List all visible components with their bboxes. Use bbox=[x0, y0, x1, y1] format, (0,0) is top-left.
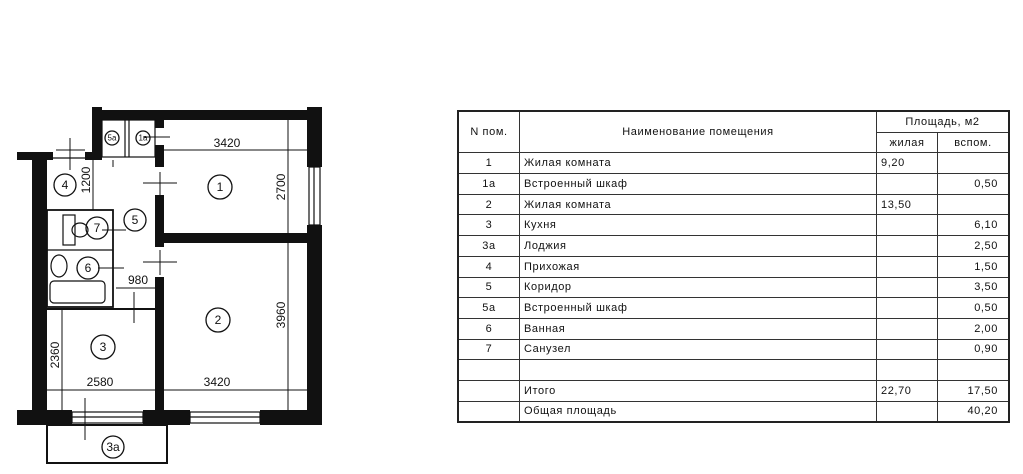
room-label-4: 4 bbox=[61, 178, 69, 192]
cell-num bbox=[458, 360, 520, 381]
cell-aux: 1,50 bbox=[938, 256, 1010, 277]
cell-num: 7 bbox=[458, 339, 520, 360]
dim-bottom-width: 3420 bbox=[203, 375, 231, 389]
cell-name: Прихожая bbox=[520, 256, 877, 277]
cell-num: 2 bbox=[458, 194, 520, 215]
table-row bbox=[458, 174, 1009, 195]
cell-aux bbox=[938, 360, 1010, 381]
table-row bbox=[458, 360, 1009, 381]
dim-corridor-width: 980 bbox=[127, 273, 149, 287]
cell-name: Общая площадь bbox=[520, 401, 877, 422]
dim-hall-depth: 1200 bbox=[79, 166, 93, 194]
walls bbox=[17, 107, 322, 425]
cell-aux: 0,90 bbox=[938, 339, 1010, 360]
cell-aux: 2,00 bbox=[938, 318, 1010, 339]
cell-living bbox=[877, 298, 938, 319]
cell-aux: 6,10 bbox=[938, 215, 1010, 236]
cell-name: Жилая комната bbox=[520, 194, 877, 215]
cell-name: Коридор bbox=[520, 277, 877, 298]
table-row bbox=[458, 215, 1009, 236]
cell-living bbox=[877, 277, 938, 298]
dim-kitchen-width: 2580 bbox=[86, 375, 114, 389]
floor-plan bbox=[0, 0, 340, 474]
cell-aux: 0,50 bbox=[938, 298, 1010, 319]
header-living: жилая bbox=[877, 132, 938, 153]
cell-name: Кухня bbox=[520, 215, 877, 236]
header-area: Площадь, м2 bbox=[877, 111, 1010, 132]
header-aux: вспом. bbox=[938, 132, 1010, 153]
cell-num: 6 bbox=[458, 318, 520, 339]
cell-num: 1 bbox=[458, 153, 520, 174]
cell-aux bbox=[938, 194, 1010, 215]
cell-aux: 0,50 bbox=[938, 174, 1010, 195]
table-row bbox=[458, 401, 1009, 422]
cell-living bbox=[877, 236, 938, 257]
room-label-6: 6 bbox=[84, 261, 92, 275]
cell-name: Встроенный шкаф bbox=[520, 174, 877, 195]
table-row bbox=[458, 153, 1009, 174]
table-row bbox=[458, 318, 1009, 339]
room-label-3a: 3а bbox=[106, 440, 120, 454]
dim-kitchen-depth: 2360 bbox=[48, 341, 62, 369]
table-row bbox=[458, 298, 1009, 319]
room-label-1a: 1а bbox=[138, 133, 148, 143]
cell-living bbox=[877, 174, 938, 195]
cell-living: 9,20 bbox=[877, 153, 938, 174]
cell-living bbox=[877, 318, 938, 339]
header-num: N пом. bbox=[458, 111, 520, 153]
cell-living bbox=[877, 256, 938, 277]
cell-aux bbox=[938, 153, 1010, 174]
table-row bbox=[458, 339, 1009, 360]
table-row bbox=[458, 194, 1009, 215]
table-row bbox=[458, 277, 1009, 298]
cell-name: Ванная bbox=[520, 318, 877, 339]
table-header-row bbox=[458, 111, 1009, 132]
room-label-7: 7 bbox=[93, 221, 101, 235]
cell-aux: 40,20 bbox=[938, 401, 1010, 422]
cell-aux: 17,50 bbox=[938, 380, 1010, 401]
room-label-5a: 5а bbox=[107, 133, 117, 143]
cell-living bbox=[877, 360, 938, 381]
cell-num: 5а bbox=[458, 298, 520, 319]
cell-num: 3а bbox=[458, 236, 520, 257]
dim-room1-depth: 2700 bbox=[274, 173, 288, 201]
cell-name: Встроенный шкаф bbox=[520, 298, 877, 319]
header-name: Наименование помещения bbox=[520, 111, 877, 153]
cell-num: 3 bbox=[458, 215, 520, 236]
cell-name: Жилая комната bbox=[520, 153, 877, 174]
cell-name: Итого bbox=[520, 380, 877, 401]
cell-name bbox=[520, 360, 877, 381]
room-label-2: 2 bbox=[214, 313, 222, 327]
cell-num: 1а bbox=[458, 174, 520, 195]
table-row bbox=[458, 380, 1009, 401]
room-label-3: 3 bbox=[99, 340, 107, 354]
room-area-table bbox=[457, 110, 1010, 423]
cell-num: 5 bbox=[458, 277, 520, 298]
dim-room2-depth: 3960 bbox=[274, 301, 288, 329]
cell-living bbox=[877, 215, 938, 236]
cell-num bbox=[458, 401, 520, 422]
cell-num: 4 bbox=[458, 256, 520, 277]
cell-living: 22,70 bbox=[877, 380, 938, 401]
cell-aux: 2,50 bbox=[938, 236, 1010, 257]
cell-name: Лоджия bbox=[520, 236, 877, 257]
cell-aux: 3,50 bbox=[938, 277, 1010, 298]
room-label-1: 1 bbox=[216, 180, 224, 194]
table-row bbox=[458, 236, 1009, 257]
table-row bbox=[458, 256, 1009, 277]
dim-top-width: 3420 bbox=[213, 136, 241, 150]
cell-living: 13,50 bbox=[877, 194, 938, 215]
cell-num bbox=[458, 380, 520, 401]
cell-living bbox=[877, 401, 938, 422]
cell-name: Санузел bbox=[520, 339, 877, 360]
cell-living bbox=[877, 339, 938, 360]
room-label-5: 5 bbox=[131, 213, 139, 227]
